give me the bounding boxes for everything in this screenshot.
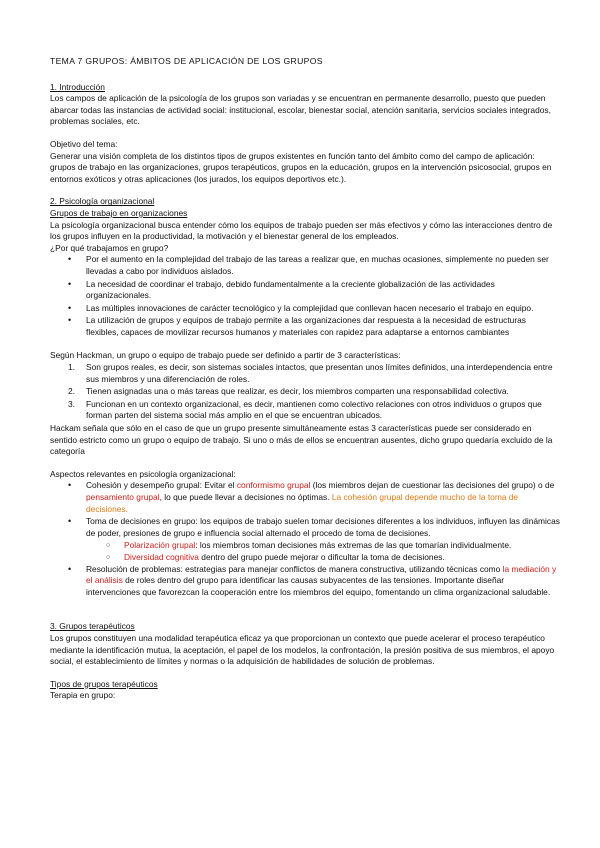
- terapia-label: Terapia en grupo:: [50, 690, 116, 701]
- aspect-problemas: • Resolución de problemas: estrategias para manejar conflictos de manera constructiva, utilizando técnicas como la mediación y el análisis de roles dentro del grupo para identificar las causas subyacentes de las tensiones. Importante diseñar intervenciones que favorezcan la cooperación entre los miembros del equipo, fomentando un clima organizacional saludable.: [50, 564, 560, 599]
- highlight-cohesion-note: La cohesión grupal depende mucho de la toma de decisiones.: [86, 492, 519, 514]
- list-item: • La utilización de grupos y equipos de trabajo permite a las organizaciones dar respuesta a la necesidad de estructuras flexibles, capaces de movilizar recursos humanos y materiales con rapidez para adaptarse a entornos cambiantes: [50, 315, 560, 338]
- section-2-intro: La psicología organizacional busca entender cómo los equipos de trabajo pueden ser más efectivos y cómo las interacciones dentro de los grupos influyen en la productividad, la motivación y el bienestar general de los empleados.: [50, 219, 553, 242]
- section-3-subheading: Tipos de grupos terapéuticos: [50, 678, 158, 689]
- section-2-heading: 2. Psicología organizacional: [50, 196, 155, 207]
- list-item: • Por el aumento en la complejidad del trabajo de las tareas a realizar que, en muchas ocasiones, simplemente no pueden ser llevadas a cabo por individuos aislados.: [50, 254, 560, 277]
- hackman-intro: Según Hackman, un grupo o equipo de trabajo puede ser definido a partir de 3 características:: [50, 350, 401, 361]
- list-item: 3. Funcionan en un contexto organizacional, es decir, mantienen como colectivo relaciones con otros individuos o grupos que forman parten del sistema social más amplio en el que se encuentran ubicados.: [68, 398, 542, 421]
- list-item: 2. Tienen asignadas una o más tareas que realizar, es decir, los miembros comparten una responsabilidad colectiva.: [68, 386, 509, 397]
- section-3-intro: Los grupos constituyen una modalidad terapéutica eficaz ya que proporcionan un contexto que puede acelerar el proceso terapéutico mediante la identificación mutua, la aceptación, el papel de los modelos, la confrontación, la presión positiva de sus miembros, el apoyo social, el establecimiento de límites y normas o la adquisición de habilidades de solución de problemas.: [50, 632, 555, 667]
- aspect-cohesion: • Cohesión y desempeño grupal: Evitar el conformismo grupal (los miembros dejan de cuestionar las decisiones del grupo) o de pensamiento grupal, lo que puede llevar a decisiones no óptimas. La cohesión grupal depende mucho de la toma de decisiones.: [50, 480, 560, 515]
- why-group-question: ¿Por qué trabajamos en grupo?: [50, 242, 169, 253]
- document-title: TEMA 7 GRUPOS: ÁMBITOS DE APLICACIÓN DE LOS GRUPOS: [50, 56, 323, 66]
- highlight-pensamiento: pensamiento grupal: [86, 492, 160, 502]
- sub-item-diversidad: ○ Diversidad cognitiva dentro del grupo puede mejorar o dificultar la toma de decisiones.: [50, 552, 560, 564]
- list-item: • La necesidad de coordinar el trabajo, debido fundamentalmente a la creciente globalización de las actividades organizacionales.: [50, 279, 560, 302]
- list-item: • Las múltiples innovaciones de carácter tecnológico y la complejidad que conllevan hacen necesario el trabajo en equipo.: [50, 303, 560, 315]
- section-1-heading: 1. Introducción: [50, 81, 105, 92]
- section-1-intro: Los campos de aplicación de la psicología de los grupos son variadas y se encuentran en permanente desarrollo, puesto que pueden abarcar todas las instancias de actividad social: institucional, escolar, bienestar social, atención sanitaria, servicios sociales integrados, problemas sociales, etc.: [50, 93, 551, 127]
- aspects-label: Aspectos relevantes en psicología organizacional:: [50, 468, 236, 479]
- objective-text: Generar una visión completa de los distintos tipos de grupos existentes en función tanto del ámbito como del campo de aplicación: grupos de trabajo en las organizaciones, grupos terapéuticos, grupos en la educación, grupos en la intervención psicosocial, grupos en entornos exóticos y otras aplicaciones (los jurados, los equipos deportivos etc.).: [50, 150, 552, 184]
- section-2-subheading: Grupos de trabajo en organizaciones: [50, 207, 188, 218]
- hackman-note: Hackam señala que sólo en el caso de que un grupo presente simultáneamente estas 3 características puede ser considerado en sentido estricto como un grupo o equipo de trabajo. Si uno o más de ellos se encuentran ausentes, dicho grupo quedaría excluido de la categoría: [50, 423, 553, 457]
- section-3-heading: 3. Grupos terapéuticos: [50, 621, 135, 632]
- reasons-list: [50, 254, 560, 338]
- aspect-decisiones: • Toma de decisiones en grupo: los equipos de trabajo suelen tomar decisiones diferentes a los individuos, influyen las dinámicas de poder, presiones de grupo e influencia social alternado el procedo de toma de decisiones.: [50, 516, 560, 539]
- highlight-conformismo: conformismo grupal: [236, 480, 311, 491]
- characteristics-list: [50, 362, 560, 422]
- document-content: [50, 56, 560, 702]
- sub-item-polarizacion: ○ Polarización grupal: los miembros toman decisiones más extremas de las que tomarían individualmente.: [50, 540, 560, 552]
- list-item: 1. Son grupos reales, es decir, son sistemas sociales intactos, que presentan unos límites definidos, una interdependencia entre sus miembros y una diferenciación de roles.: [68, 362, 553, 384]
- highlight-mediacion: la mediación y el análisis: [86, 563, 557, 586]
- aspects-list: [50, 480, 560, 598]
- objective-label: Objetivo del tema:: [50, 138, 118, 149]
